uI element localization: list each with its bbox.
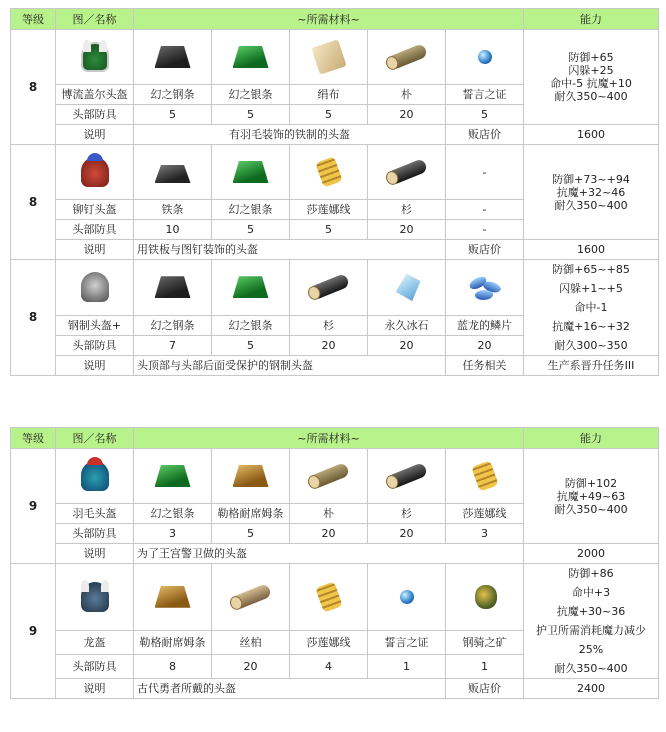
material-name: 勒格耐席姆条: [134, 630, 212, 654]
material-qty: 20: [368, 335, 446, 355]
header-ability: 能力: [524, 428, 659, 449]
thread-spool-icon: [305, 153, 353, 191]
material-name: 誓言之证: [446, 85, 524, 105]
item-desc-row: [11, 679, 659, 699]
iron-ingot-icon: [149, 153, 197, 191]
item-ability: [524, 564, 659, 679]
thread-spool-icon: [305, 578, 353, 616]
item-price: 2400: [524, 679, 659, 699]
helmet-plumed-icon: [71, 457, 119, 495]
material-icon-cell: [212, 449, 290, 504]
item-ability: [524, 260, 659, 356]
material-qty: 5: [134, 105, 212, 125]
item-description: 头顶部与头部后面受保护的钢制头盔: [134, 356, 446, 376]
item-ability: [524, 30, 659, 125]
material-qty: 20: [368, 220, 446, 240]
material-icon-cell: [212, 564, 290, 631]
material-name: 幻之钢条: [134, 85, 212, 105]
defense-label: 头部防具: [56, 524, 134, 544]
material-qty: 8: [134, 654, 212, 678]
oath-orb-icon: [383, 578, 431, 616]
price-label: 贩店价: [446, 240, 524, 260]
price-label: 贩店价: [446, 125, 524, 145]
material-name: 钢骑之矿: [446, 630, 524, 654]
defense-label: 头部防具: [56, 105, 134, 125]
item-price: 1600: [524, 240, 659, 260]
material-name: 勒格耐席姆条: [212, 504, 290, 524]
material-icon-cell: [212, 30, 290, 85]
helmet-feathered-icon: [71, 38, 119, 76]
ability-line: 闪躲+25: [568, 64, 614, 77]
material-qty: 3: [134, 524, 212, 544]
material-qty: 5: [212, 105, 290, 125]
item-level: 9: [11, 564, 56, 699]
description-label: 说明: [56, 356, 134, 376]
material-name: 幻之银条: [212, 315, 290, 335]
ore-icon: [461, 578, 509, 616]
material-name: 杉: [368, 504, 446, 524]
ability-line: 护卫所需消耗魔力减少: [536, 624, 646, 637]
silver-ingot-icon: [149, 457, 197, 495]
item-name: 龙盔: [56, 630, 134, 654]
description-label: 说明: [56, 544, 134, 564]
oath-orb-icon: [461, 38, 509, 76]
item-icon-cell: [56, 145, 134, 200]
ability-line: 防御+65~+85: [552, 263, 630, 276]
material-icon-cell: [290, 30, 368, 85]
description-label: 说明: [56, 125, 134, 145]
material-qty: 3: [446, 524, 524, 544]
cedar-log-icon: [383, 457, 431, 495]
silver-ingot-icon: [227, 38, 275, 76]
item-icon-cell: [56, 564, 134, 631]
header-materials: ~所需材料~: [134, 9, 524, 30]
defense-label: 头部防具: [56, 335, 134, 355]
material-name: 莎莲娜线: [446, 504, 524, 524]
level-9-table: [10, 427, 659, 699]
item-desc-row: [11, 544, 659, 564]
material-qty: 5: [290, 105, 368, 125]
cypress-log-icon: [227, 578, 275, 616]
item-description: 用铁板与图钉装饰的头盔: [134, 240, 446, 260]
item-name: 羽毛头盔: [56, 504, 134, 524]
price-label: 任务相关: [446, 356, 524, 376]
material-icon-cell: [290, 564, 368, 631]
material-qty: 20: [212, 654, 290, 678]
material-name: 杉: [368, 200, 446, 220]
thread-spool-icon: [461, 457, 509, 495]
material-icon-cell: [368, 30, 446, 85]
level-8-table: [10, 8, 659, 376]
material-icon-cell: [212, 145, 290, 200]
dragon-scale-icon: [461, 268, 509, 306]
material-name: 铁条: [134, 200, 212, 220]
oak-log-icon: [383, 38, 431, 76]
ability-line: 抗魔+49~63: [556, 489, 626, 503]
ability-line: 25%: [578, 643, 604, 656]
item-icon-row: [11, 449, 659, 504]
empty-material-cell: -: [446, 145, 524, 200]
material-qty: 20: [446, 335, 524, 355]
header-level: 等级: [11, 428, 56, 449]
material-icon-cell: [446, 449, 524, 504]
material-icon-cell: [368, 564, 446, 631]
silk-cloth-icon: [305, 38, 353, 76]
material-name: 幻之银条: [134, 504, 212, 524]
item-description: 为了王宫警卫做的头盔: [134, 544, 524, 564]
material-icon-cell: [368, 449, 446, 504]
material-name: 幻之银条: [212, 200, 290, 220]
material-qty: 5: [212, 524, 290, 544]
defense-label: 头部防具: [56, 220, 134, 240]
helmet-riveted-icon: [71, 153, 119, 191]
item-level: 9: [11, 449, 56, 564]
item-name: 钢制头盔+: [56, 315, 134, 335]
price-label: 贩店价: [446, 679, 524, 699]
table-header: [11, 428, 659, 449]
material-qty: 7: [134, 335, 212, 355]
material-icon-cell: [368, 260, 446, 316]
material-name: 丝柏: [212, 630, 290, 654]
item-icon-cell: [56, 449, 134, 504]
material-name: 蓝龙的鳞片: [446, 315, 524, 335]
material-qty: 20: [368, 105, 446, 125]
item-icon-row: [11, 30, 659, 85]
item-icon-row: [11, 260, 659, 316]
material-qty: 10: [134, 220, 212, 240]
empty-material-name: -: [446, 200, 524, 220]
material-icon-cell: [290, 260, 368, 316]
header-name: 图／名称: [56, 428, 134, 449]
ability-line: 耐久350~400: [554, 198, 628, 212]
ability-line: 抗魔+30~36: [556, 605, 626, 618]
ability-line: 耐久300~350: [554, 339, 628, 352]
cedar-log-icon: [305, 268, 353, 306]
ability-line: 防御+73~+94: [552, 172, 630, 186]
item-description: 有羽毛装饰的铁制的头盔: [134, 125, 446, 145]
material-icon-cell: [290, 145, 368, 200]
item-ability: [524, 145, 659, 240]
item-desc-row: [11, 356, 659, 376]
material-qty: 1: [368, 654, 446, 678]
table-header: [11, 9, 659, 30]
description-label: 说明: [56, 679, 134, 699]
material-qty: 20: [368, 524, 446, 544]
item-level: 8: [11, 145, 56, 260]
material-name: 誓言之证: [368, 630, 446, 654]
material-name: 幻之银条: [212, 85, 290, 105]
material-icon-cell: [446, 30, 524, 85]
material-name: 莎莲娜线: [290, 630, 368, 654]
defense-label: 头部防具: [56, 654, 134, 678]
item-price: 生产系晋升任务III: [524, 356, 659, 376]
header-level: 等级: [11, 9, 56, 30]
item-price: 2000: [524, 544, 659, 564]
material-qty: 1: [446, 654, 524, 678]
item-icon-row: [11, 145, 659, 200]
material-qty: 5: [212, 220, 290, 240]
material-name: 朴: [290, 504, 368, 524]
item-name: 博流盖尔头盔: [56, 85, 134, 105]
empty-material-qty: -: [446, 220, 524, 240]
steel-ingot-icon: [149, 268, 197, 306]
material-icon-cell: [134, 145, 212, 200]
material-name: 莎莲娜线: [290, 200, 368, 220]
material-icon-cell: [290, 449, 368, 504]
header-name: 图／名称: [56, 9, 134, 30]
material-icon-cell: [134, 564, 212, 631]
material-name: 永久冰石: [368, 315, 446, 335]
gold-ingot-icon: [149, 578, 197, 616]
ability-line: 抗魔+32~46: [556, 185, 626, 199]
helmet-steel-icon: [71, 268, 119, 306]
material-icon-cell: [212, 260, 290, 316]
item-icon-cell: [56, 260, 134, 316]
item-icon-row: [11, 564, 659, 631]
item-icon-cell: [56, 30, 134, 85]
ability-line: 命中+3: [571, 586, 611, 599]
ability-line: 防御+86: [568, 567, 614, 580]
ability-line: 耐久350~400: [554, 90, 628, 103]
ability-line: 抗魔+16~+32: [552, 320, 630, 333]
material-icon-cell: [446, 564, 524, 631]
ability-line: 防御+102: [564, 476, 618, 490]
gold-ingot-icon: [227, 457, 275, 495]
material-qty: 20: [290, 335, 368, 355]
item-desc-row: [11, 240, 659, 260]
item-name: 铆钉头盔: [56, 200, 134, 220]
cedar-log-icon: [383, 153, 431, 191]
material-qty: 20: [290, 524, 368, 544]
item-description: 古代勇者所戴的头盔: [134, 679, 446, 699]
description-label: 说明: [56, 240, 134, 260]
material-qty: 5: [446, 105, 524, 125]
material-name: 绢布: [290, 85, 368, 105]
ability-line: 防御+65: [568, 51, 614, 64]
material-qty: 5: [290, 220, 368, 240]
ability-line: 命中-1: [574, 301, 608, 314]
silver-ingot-icon: [227, 268, 275, 306]
item-desc-row: [11, 125, 659, 145]
header-ability: 能力: [524, 9, 659, 30]
item-level: 8: [11, 30, 56, 145]
material-name: 朴: [368, 85, 446, 105]
item-ability: [524, 449, 659, 544]
item-price: 1600: [524, 125, 659, 145]
ability-line: 耐久350~400: [554, 502, 628, 516]
material-icon-cell: [134, 260, 212, 316]
silver-ingot-icon: [227, 153, 275, 191]
oak-log-icon: [305, 457, 353, 495]
material-qty: 4: [290, 654, 368, 678]
helmet-dragon-icon: [71, 578, 119, 616]
steel-ingot-icon: [149, 38, 197, 76]
item-level: 8: [11, 260, 56, 376]
material-qty: 5: [212, 335, 290, 355]
ability-line: 命中-5 抗魔+10: [550, 77, 632, 90]
material-icon-cell: [446, 260, 524, 316]
material-name: 杉: [290, 315, 368, 335]
material-icon-cell: [368, 145, 446, 200]
ability-line: 闪躲+1~+5: [559, 282, 623, 295]
material-icon-cell: [134, 449, 212, 504]
ice-stone-icon: [383, 268, 431, 306]
ability-line: 耐久350~400: [554, 662, 628, 675]
material-name: 幻之钢条: [134, 315, 212, 335]
material-icon-cell: [134, 30, 212, 85]
header-materials: ~所需材料~: [134, 428, 524, 449]
